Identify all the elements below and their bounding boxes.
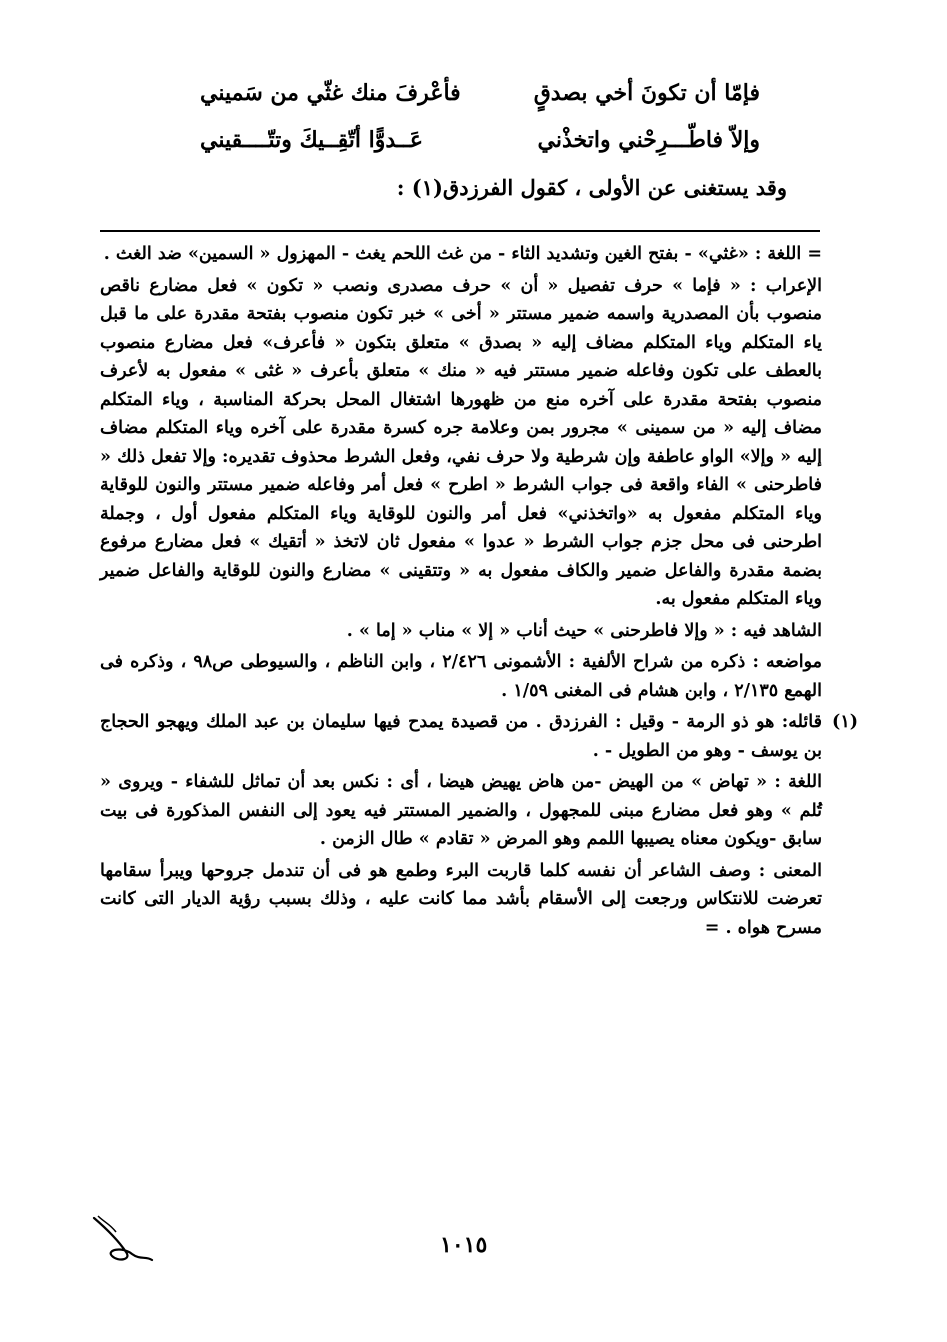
note-irab: الإعراب : « فإما » حرف تفصيل « أن » حرف مصدرى ونصب « تكون » فعل مضارع ناقص منصوب بأن المصدرية واسمه ضمير مستتر « أخى » خبر تكون منصوب بفتحة مقدرة على ما قبل ياء المتكلم وياء المتكلم مضاف إليه « بصدق » متعلق بتكون « فأعرف» فعل مضارع منصوب بالعطف على تكون وفاعله ضمير مستتر فيه « منك » متعلق بأعرف « غثى » مفعول به لأعرف منصوب بفتحة مقدرة على آخره منع من ظهورها اشتغال المحل بحركة المناسبة ، وياء المتكلم مضاف إليه « من سمينى » مجرور بمن وعلامة جره كسرة مقدرة على آخره وياء المتكلم مضاف إليه « وإلا» الواو عاطفة وإن شرطية ولا حرف نفي، وفعل الشرط محذوف تقديره: وإلا تفعل ذلك « فاطرحنى » الفاء واقعة فى جواب الشرط « اطرح » فعل أمر وفاعله ضمير مستتر والنون للوقاية وياء المتكلم مفعول به «واتخذني» فعل أمر والنون للوقاية وياء المتكلم مفعول أول ، وجملة اطرحنى فى محل جزم جواب الشرط « عدوا » مفعول ثان لاتخذ « أتقيك » فعل مضارع مرفوع بضمة مقدرة والفاعل ضمير والكاف مفعول به « وتتقينى » مضارع والنون للوقاية والفاعل ضمير وياء المتكلم مفعول به. — [100, 275, 822, 609]
verse-2-second-hemistich: عَــدوًّا أتّقِــيكَ وتتّــــقيني — [200, 127, 423, 153]
footnote-divider — [100, 230, 820, 232]
footnote-meaning: المعنى : وصف الشاعر أن نفسه كلما قاربت البرء وطمع هو فى أن تندمل جروحها ويبرأ سقامها تعرضت للانتكاس ورجعت إلى الأسقام بأشد مما كانت عليه ، وذلك بسبب رؤية الديار التى كانت مسرح هواه . = — [100, 860, 822, 938]
verse-1-first-hemistich: فإمّا أن تكونَ أخي بصدقٍ — [533, 80, 760, 106]
verse-2-first-hemistich: وإلاّ فاطّـــرِحْني واتخذْني — [537, 127, 760, 153]
footnote-marker: (١) — [832, 712, 858, 732]
footnote-1 — [100, 708, 858, 765]
page-number: ١٠١٥ — [440, 1232, 488, 1258]
verse-1-second-hemistich: فأعْرفَ منك غثّي من سَميني — [200, 80, 461, 106]
footnote-lugha: اللغة : « تهاض » من الهيض -من هاض يهيض هيضا ، أى : نكس بعد أن تماثل للشفاء - ويروى « تُلم » وهو فعل مضارع مبنى للمجهول ، والضمير المستتر فيه يعود إلى النفس المذكورة فى بيت سابق -ويكون معناه يصيبها اللمم وهو المرض « تقادم » طال الزمن . — [100, 772, 822, 849]
intro-line: وقد يستغنى عن الأولى ، كقول الفرزدق(١) : — [396, 175, 787, 200]
note-mawadi: مواضعه : ذكره من شراح الألفية : الأشمونى ٢/٤٢٦ ، وابن الناظم ، والسيوطى ص٩٨ ، وذكره فى الهمع ٢/١٣٥ ، وابن هشام فى المغنى ١/٥٩ . — [100, 652, 822, 701]
note-lugha: = اللغة : «غثي» - بفتح الغين وتشديد الثاء - من غث اللحم يغث - المهزول « السمين» ضد الغث . — [103, 244, 822, 264]
notes-block — [100, 240, 858, 945]
footnote-author: قائله: هو ذو الرمة - وقيل : الفرزدق . من قصيدة يمدح فيها سليمان بن عبد الملك ويهجو الحجاج بن يوسف - وهو من الطويل - . — [100, 712, 822, 761]
scribble-mark-icon — [88, 1210, 158, 1270]
verse-line-1 — [200, 80, 760, 112]
note-shahid: الشاهد فيه : « وإلا فاطرحنى » حيث أناب « إلا » مناب « إما » . — [346, 620, 822, 641]
verse-line-2 — [200, 127, 760, 159]
